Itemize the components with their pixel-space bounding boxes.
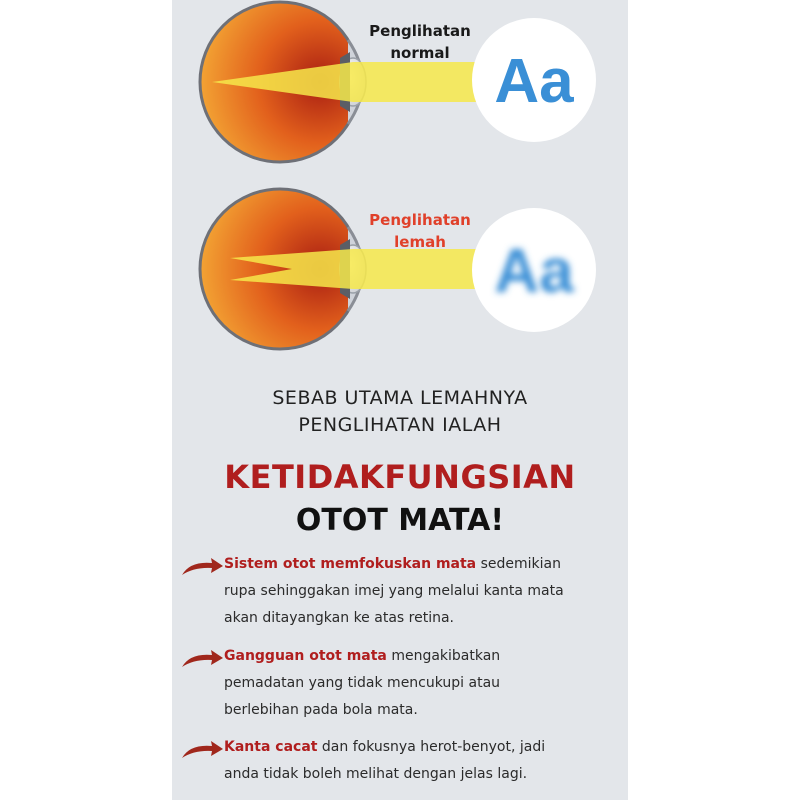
point-key: Kanta cacat — [224, 739, 318, 755]
letters-sharp: Aa — [494, 47, 574, 116]
point-text: Kanta cacat dan fokusnya herot-benyot, jadi anda tidak boleh melihat dengan jelas lagi. — [224, 739, 546, 782]
normal-vision-label: Penglihatan normal — [369, 22, 471, 62]
curved-arrow-icon — [180, 740, 224, 760]
curved-arrow-icon — [180, 649, 224, 669]
infographic-panel — [172, 0, 628, 800]
point-key: Gangguan otot mata — [224, 648, 387, 664]
emphasis-red-title: KETIDAKFUNGSIAN — [224, 458, 576, 496]
weak-vision-label: Penglihatan lemah — [369, 211, 471, 251]
emphasis-black-title: OTOT MATA! — [295, 503, 505, 538]
curved-arrow-icon — [180, 557, 224, 577]
cause-heading-line2: PENGLIHATAN IALAH — [298, 414, 502, 436]
letters-blurred: Aa — [494, 237, 574, 306]
point-key: Sistem otot memfokuskan mata — [224, 556, 477, 572]
cause-heading-line1: SEBAB UTAMA LEMAHNYA — [272, 387, 528, 409]
point-text: Gangguan otot mata mengakibatkan pemadatan yang tidak mencukupi atau berlebihan pada bola mata. — [224, 648, 501, 718]
point-text: Sistem otot memfokuskan mata sedemikian rupa sehinggakan imej yang melalui kanta mata akan ditayangkan ke atas retina. — [224, 556, 564, 626]
